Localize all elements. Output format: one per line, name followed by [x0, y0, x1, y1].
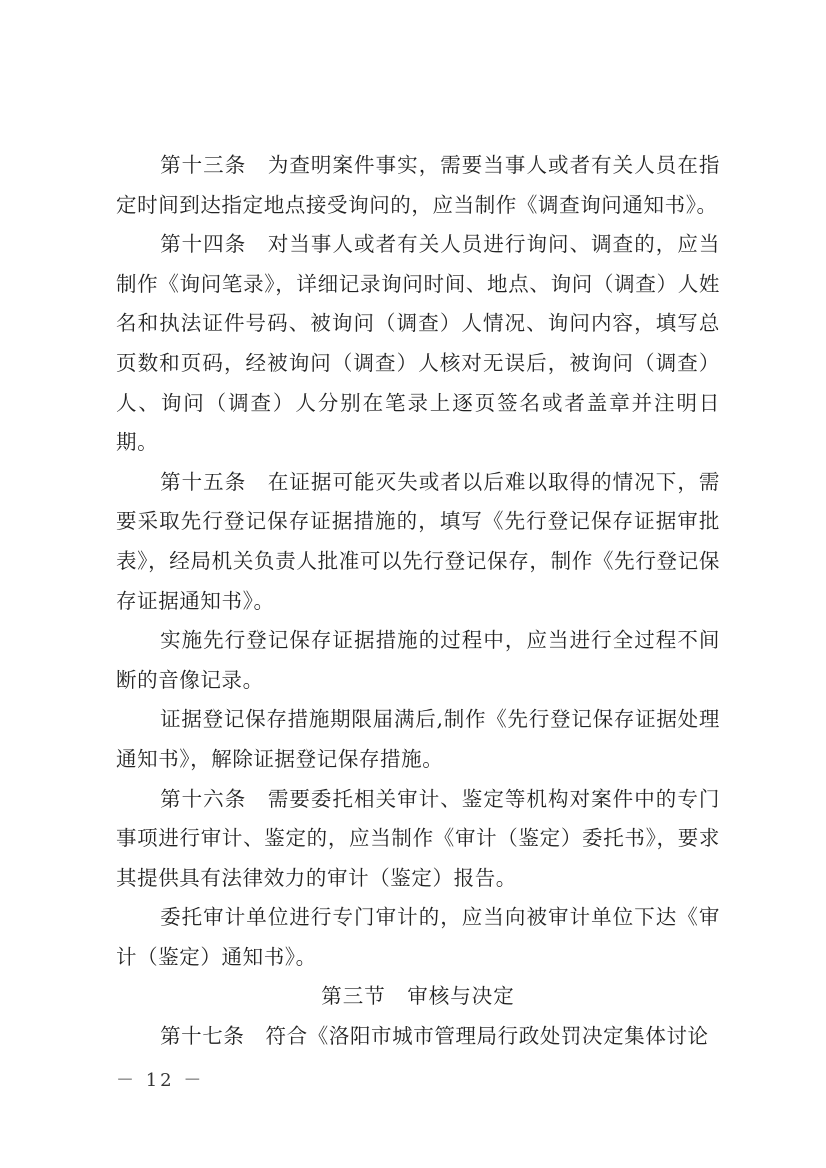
- audio-video-record-paragraph: 实施先行登记保存证据措施的过程中，应当进行全过程不间断的音像记录。: [116, 628, 720, 692]
- article-13-paragraph: 第十三条 为查明案件事实，需要当事人或者有关人员在指定时间到达指定地点接受询问的，应当制作《调查询问通知书》。: [116, 153, 720, 217]
- article-16-paragraph: 第十六条 需要委托相关审计、鉴定等机构对案件中的专门事项进行审计、鉴定的，应当制作《审计（鉴定）委托书》，要求其提供具有法律效力的审计（鉴定）报告。: [116, 786, 720, 890]
- article-15-paragraph: 第十五条 在证据可能灭失或者以后难以取得的情况下，需要采取先行登记保存证据措施的，填写《先行登记保存证据审批表》，经局机关负责人批准可以先行登记保存，制作《先行登记保存证据通知书》。: [116, 469, 720, 613]
- release-preservation-paragraph: 证据登记保存措施期限届满后,制作《先行登记保存证据处理通知书》，解除证据登记保存措施。: [116, 707, 720, 771]
- article-14-paragraph: 第十四条 对当事人或者有关人员进行询问、调查的，应当制作《询问笔录》，详细记录询问时间、地点、询问（调查）人姓名和执法证件号码、被询问（调查）人情况、询问内容，填写总页数和页码，经被询问（调查）人核对无误后，被询问（调查）人、询问（调查）人分别在笔录上逐页签名或者盖章并注明日期。: [116, 232, 720, 455]
- section-heading: 第三节 审核与决定: [321, 984, 515, 1009]
- article-17-paragraph: 第十七条 符合《洛阳市城市管理局行政处罚决定集体讨论: [160, 1024, 709, 1049]
- audit-notice-paragraph: 委托审计单位进行专门审计的，应当向被审计单位下达《审计（鉴定）通知书》。: [116, 905, 720, 969]
- page-number: － 12 －: [116, 1070, 205, 1091]
- document-body: [116, 146, 720, 1057]
